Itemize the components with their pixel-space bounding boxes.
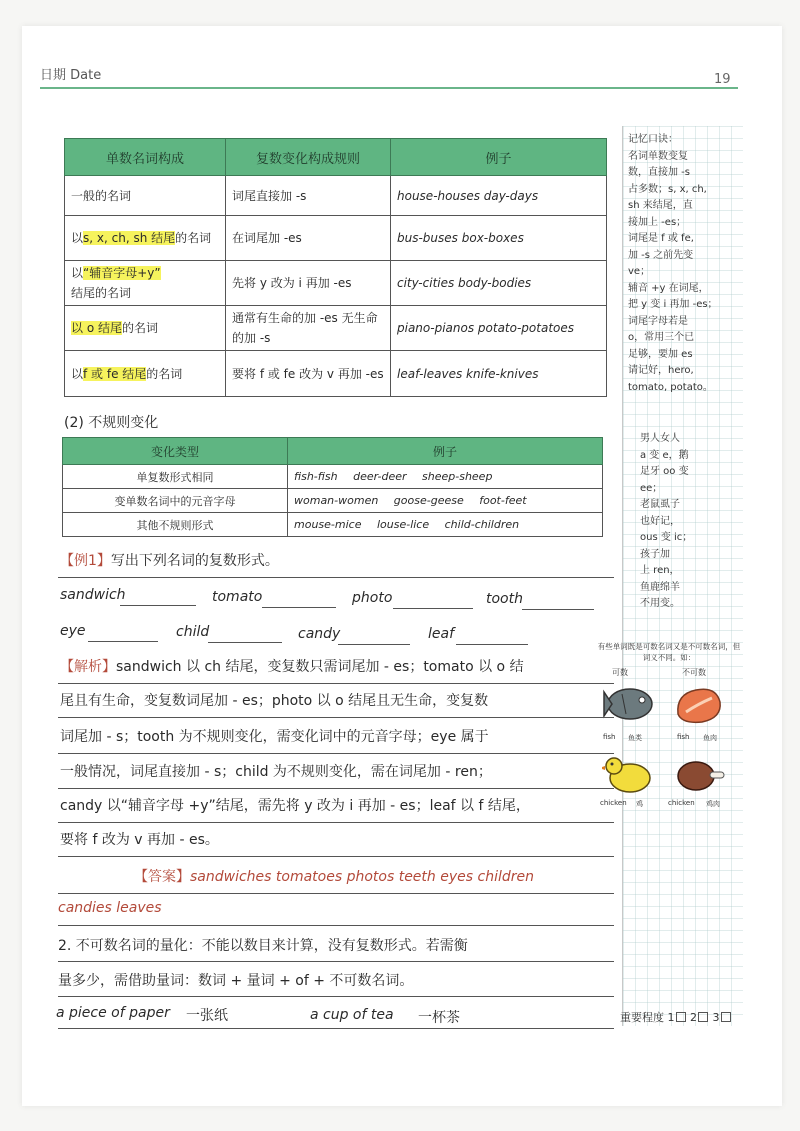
chicken-label-1: chicken: [600, 799, 627, 807]
example-prompt: 写出下列名词的复数形式。: [110, 553, 279, 569]
ruled-line: [58, 788, 614, 789]
answer-blank: [522, 609, 594, 610]
memory-rhyme-regular: 记忆口诀： 名词单数变复 数，直接加 -s 占多数；s, x, ch, sh 来结尾，直 接加上 -es； 词尾是 f 或 fe, 加 -s 之前先变 ve； 辅音 +y 在词尾， 把 y 变 i 再加 -es； 词尾字母若是 o，常用三个已 足够，要加 es 请记好，hero, tomato, potato。: [628, 134, 718, 393]
analysis-line-4: 一般情况，词尾直接加 - s；child 为不规则变化，需在词尾加 - ren；: [60, 764, 492, 780]
table-cell: fish-fish deer-deer sheep-sheep: [288, 465, 603, 489]
chicken-cn-2: 鸡肉: [706, 800, 720, 808]
analysis-line-1: 【解析】sandwich 以 ch 结尾，变复数只需词尾加 - es；tomato 以 o 结: [60, 659, 524, 675]
noun-note: 有些单词既是可数名词又是不可数名词，但词义不同。如：: [597, 642, 741, 662]
answer-line-2: candies leaves: [58, 900, 162, 916]
answer-blank: [338, 644, 410, 645]
importance-level-3: 3: [712, 1011, 720, 1024]
checkbox-icon: [676, 1012, 686, 1022]
table-row: [65, 216, 607, 261]
analysis-line-6: 要将 f 改为 v 再加 - es。: [60, 832, 219, 848]
ruled-line: [58, 1028, 614, 1029]
exercise-word: sandwich: [60, 587, 126, 603]
table-row: [65, 351, 607, 397]
table-cell: city-cities body-bodies: [391, 261, 607, 306]
analysis-line-3: 词尾加 - s；tooth 为不规则变化，需变化词中的元音字母；eye 属于: [60, 729, 489, 745]
exercise-word: leaf: [428, 626, 455, 642]
answer-label: 【答案】: [134, 869, 190, 885]
exercise-word: eye: [60, 623, 86, 639]
exercise-word: photo: [352, 590, 393, 606]
ruled-line: [58, 996, 614, 997]
exercise-word: tooth: [486, 591, 523, 607]
table-cell: leaf-leaves knife-knives: [391, 351, 607, 397]
example-heading: [60, 550, 279, 570]
table-header-row: [65, 139, 607, 176]
table-cell: piano-pianos potato-potatoes: [391, 306, 607, 351]
table-row: [65, 176, 607, 216]
analysis-line-5: candy 以“辅音字母 +y”结尾，需先将 y 改为 i 再加 - es；leaf 以 f 结尾，: [60, 798, 530, 814]
table-header: 例子: [288, 438, 603, 465]
table-cell: woman-women goose-geese foot-feet: [288, 489, 603, 513]
uncountable-example-1-en: a piece of paper: [56, 1005, 170, 1021]
example-label: 【例1】: [60, 553, 111, 569]
page-number: 19: [714, 72, 731, 87]
table-cell: 通常有生命的加 -es 无生命的加 -s: [226, 306, 391, 351]
table-row: [63, 465, 603, 489]
table-cell: 以s, x, ch, sh 结尾的名词: [65, 216, 226, 261]
ruled-line: [58, 577, 614, 578]
table-header: 例子: [391, 139, 607, 176]
checkbox-icon: [698, 1012, 708, 1022]
header-rule: [40, 87, 738, 89]
fish-label-2: fish: [677, 733, 690, 741]
ruled-line: [58, 822, 614, 823]
exercise-word: tomato: [212, 589, 263, 605]
chicken-icon: [602, 752, 656, 796]
chicken-cn-1: 鸡: [636, 800, 643, 808]
fish-label-1: fish: [603, 733, 616, 741]
uncountable-example-1-cn: 一张纸: [186, 1008, 228, 1024]
regular-plural-table: [64, 138, 607, 397]
importance-level-2: 2: [690, 1011, 697, 1024]
uncountable-title: 不可数: [682, 668, 706, 677]
table-row: [63, 489, 603, 513]
ruled-line: [58, 893, 614, 894]
table-cell: 词尾直接加 -s: [226, 176, 391, 216]
answer-blank: [393, 608, 473, 609]
answer-blank: [120, 605, 196, 606]
memory-rhyme-irregular: 男人女人 a 变 e，鹅 足牙 oo 变 ee； 老鼠虱子 也好记， ous 变 ic； 孩子加 上 ren， 鱼鹿绵羊 不用变。: [640, 433, 693, 609]
table-cell: mouse-mice louse-lice child-children: [288, 513, 603, 537]
exercise-word: child: [176, 624, 210, 640]
table-row: [65, 261, 607, 306]
uncountable-example-2-cn: 一杯茶: [418, 1010, 460, 1026]
importance-label: 重要程度: [620, 1011, 664, 1024]
ruled-line: [58, 856, 614, 857]
date-label: 日期 Date: [40, 68, 102, 83]
importance-rating: [620, 1009, 732, 1025]
chicken-label-2: chicken: [668, 799, 695, 807]
table-cell: bus-buses box-boxes: [391, 216, 607, 261]
ruled-line: [58, 961, 614, 962]
table-cell: 变单数名词中的元音字母: [63, 489, 288, 513]
importance-level-1: 1: [667, 1011, 675, 1024]
fish-cn-2: 鱼肉: [703, 734, 717, 742]
table-cell: 先将 y 改为 i 再加 -es: [226, 261, 391, 306]
exercise-word: candy: [298, 626, 341, 642]
table-cell: 其他不规则形式: [63, 513, 288, 537]
answer-blank: [456, 644, 528, 645]
ruled-line: [58, 925, 614, 926]
table-row: [63, 513, 603, 537]
table-cell: 一般的名词: [65, 176, 226, 216]
uncountable-line-1: 2. 不可数名词的量化：不能以数目来计算，没有复数形式。若需衡: [58, 938, 468, 954]
ruled-line: [58, 717, 614, 718]
uncountable-example-2-en: a cup of tea: [310, 1007, 394, 1023]
section-title-irregular: (2) 不规则变化: [64, 415, 159, 431]
answer-blank: [88, 641, 158, 642]
table-cell: 以“辅音字母+y” 结尾的名词: [65, 261, 226, 306]
table-header-row: [63, 438, 603, 465]
fish-cn-1: 鱼类: [628, 734, 642, 742]
table-header: 变化类型: [63, 438, 288, 465]
table-cell: house-houses day-days: [391, 176, 607, 216]
table-cell: 单复数形式相同: [63, 465, 288, 489]
fish-meat-icon: [672, 684, 726, 726]
ruled-line: [58, 683, 614, 684]
table-header: 单数名词构成: [65, 139, 226, 176]
uncountable-line-2: 量多少，需借助量词：数词 + 量词 + of + 不可数名词。: [58, 973, 414, 989]
table-cell: 在词尾加 -es: [226, 216, 391, 261]
answer-blank: [208, 642, 282, 643]
checkbox-icon: [721, 1012, 731, 1022]
answer-line-1: 【答案】sandwiches tomatoes photos teeth eyes children: [134, 869, 534, 885]
answer-blank: [262, 607, 336, 608]
table-cell: 以f 或 fe 结尾的名词: [65, 351, 226, 397]
table-cell: 以 o 结尾的名词: [65, 306, 226, 351]
table-cell: 要将 f 或 fe 改为 v 再加 -es: [226, 351, 391, 397]
table-row: [65, 306, 607, 351]
countable-title: 可数: [612, 668, 628, 677]
chicken-meat-icon: [672, 756, 728, 796]
analysis-label: 【解析】: [60, 659, 116, 675]
table-header: 复数变化构成规则: [226, 139, 391, 176]
analysis-line-2: 尾且有生命，变复数词尾加 - es；photo 以 o 结尾且无生命，变复数: [60, 693, 489, 709]
ruled-line: [58, 753, 614, 754]
fish-icon: [600, 682, 660, 726]
irregular-plural-table: [62, 437, 603, 537]
